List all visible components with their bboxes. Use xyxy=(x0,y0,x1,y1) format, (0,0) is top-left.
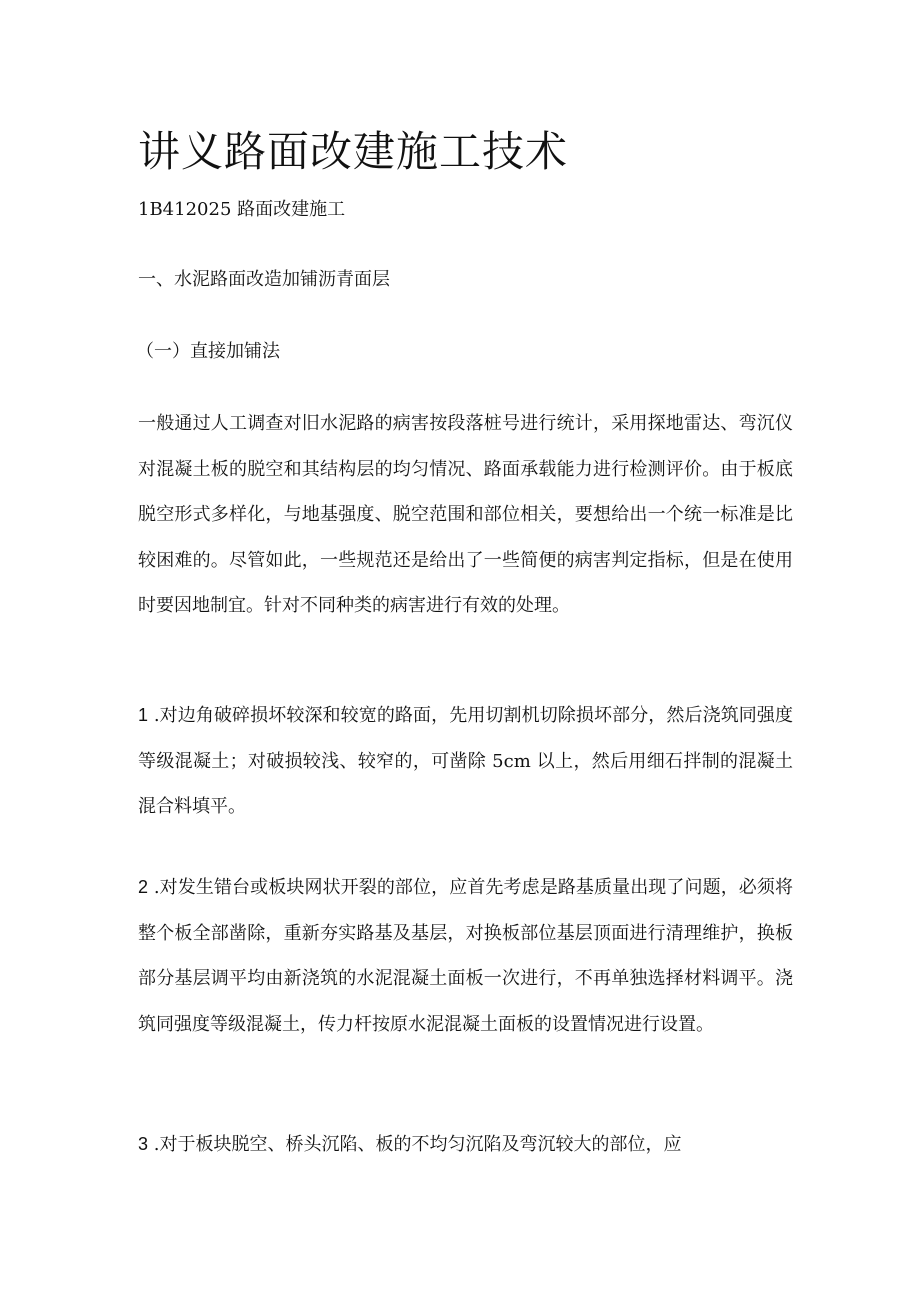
subsection-heading: （一）直接加铺法 xyxy=(136,341,280,362)
document-page xyxy=(138,0,798,1301)
list-item-number: 2 xyxy=(138,877,149,897)
section-code-title: 1B412025 路面改建施工 xyxy=(138,199,346,220)
list-item-text: .对边角破碎损坏较深和较宽的路面，先用切割机切除损坏部分，然后浇筑同强度等级混凝土；对破损较浅、较窄的，可凿除 5cm 以上，然后用细石拌制的混凝土混合料填平。 xyxy=(138,705,793,817)
section-heading: 一、水泥路面改造加铺沥青面层 xyxy=(138,269,390,290)
list-item-text: .对于板块脱空、桥头沉陷、板的不均匀沉陷及弯沉较大的部位，应 xyxy=(148,1134,682,1155)
list-item-3 xyxy=(138,1122,793,1168)
intro-paragraph: 一般通过人工调查对旧水泥路的病害按段落桩号进行统计，采用探地雷达、弯沉仪对混凝土板的脱空和其结构层的均匀情况、路面承载能力进行检测评价。由于板底脱空形式多样化，与地基强度、脱空范围和部位相关，要想给出一个统一标准是比较困难的。尽管如此，一些规范还是给出了一些简便的病害判定指标，但是在使用时要因地制宜。针对不同种类的病害进行有效的处理。 xyxy=(138,413,793,616)
list-item-1 xyxy=(138,693,793,830)
list-item-text: .对发生错台或板块网状开裂的部位，应首先考虑是路基质量出现了问题，必须将整个板全部凿除，重新夯实路基及基层，对换板部位基层顶面进行清理维护，换板部分基层调平均由新浇筑的水泥混凝土面板一次进行，不再单独选择材料调平。浇筑同强度等级混凝土，传力杆按原水泥混凝土面板的设置情况进行设置。 xyxy=(138,877,793,1035)
list-item-number: 3 xyxy=(138,1134,149,1154)
document-title: 讲义路面改建施工技术 xyxy=(138,127,569,176)
list-item-number: 1 xyxy=(138,705,149,725)
list-item-2 xyxy=(138,865,793,1047)
